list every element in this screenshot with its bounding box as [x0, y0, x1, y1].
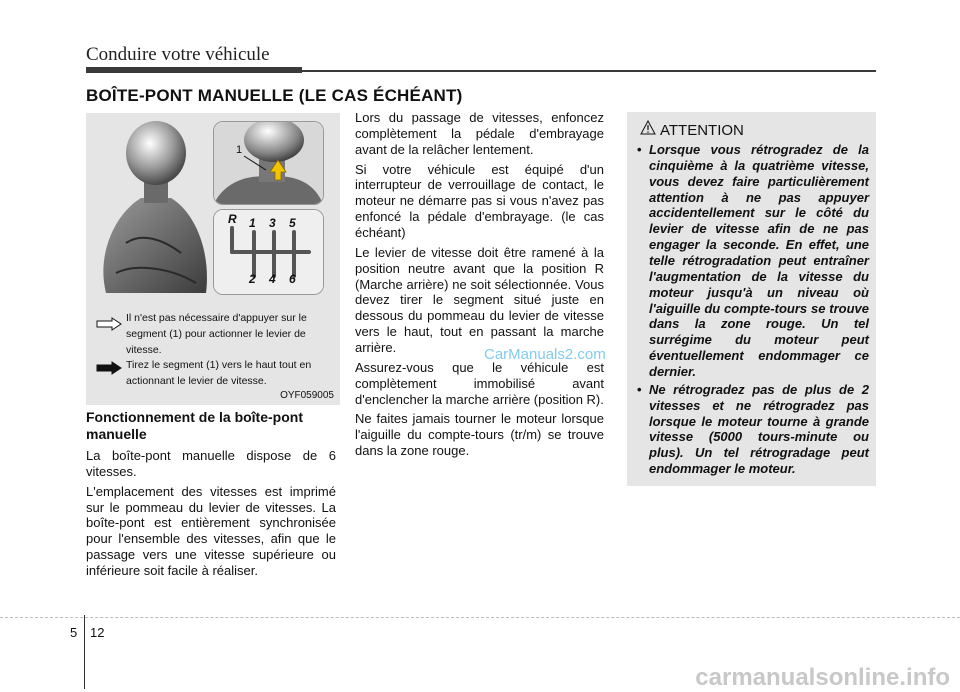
release-ring-inset: [213, 121, 324, 205]
column-2: [355, 110, 604, 463]
watermark: CarManuals2.com: [484, 346, 606, 363]
gear-label-r: R: [228, 212, 237, 226]
page-number: 12: [90, 625, 105, 640]
attention-box: [627, 112, 876, 486]
gear-label-1: 1: [249, 216, 256, 230]
column-1: [86, 448, 336, 583]
gear-label-4: 4: [269, 272, 276, 286]
attention-list: [635, 142, 869, 479]
paragraph: Si votre véhicule est équipé d'un interrupteur de verrouillage de contact, le moteur ne démarre pas si vous n'avez pas enfoncé la pédale d'embrayage. (le cas échéant): [355, 161, 604, 241]
callout-number: 1: [236, 144, 243, 156]
warning-triangle-icon: [640, 120, 656, 135]
gear-label-5: 5: [289, 216, 296, 230]
solid-arrow-icon: [96, 361, 122, 375]
gear-label-2: 2: [249, 272, 256, 286]
footer-rule: [0, 617, 960, 618]
chapter-title: Conduire votre véhicule: [86, 44, 270, 65]
section-title: BOÎTE-PONT MANUELLE (LE CAS ÉCHÉANT): [86, 86, 463, 105]
paragraph: L'emplacement des vitesses est imprimé sur le pommeau du levier de vitesses. La boîte-pont est entièrement synchronisée pour l'ensemble des vitesses, afin que le passage vers une vitesse supérieure ou inférieure soit facile à réaliser.: [86, 483, 336, 579]
gear-shift-figure: [86, 113, 340, 405]
site-credit: carmanualsonline.info: [695, 664, 950, 691]
attention-item: • Ne rétrogradez pas de plus de 2 vitesses et ne rétrogradez pas lorsque le moteur tourne à grande vitesse (5000 tours-minute ou plus). Un tel rétrogradage peut endommager le moteur.: [635, 382, 869, 477]
attention-title: ATTENTION: [660, 122, 744, 139]
paragraph: Le levier de vitesse doit être ramené à la position neutre avant que la position R (Marche arrière) ne soit sélectionnée. Vous devez tirer le segment situé juste en dessous du pommeau du levier de vitesse vers le haut, tout en passant la marche arrière.: [355, 244, 604, 356]
page-divider: [84, 615, 85, 689]
attention-item: • Lorsque vous rétrogradez de la cinquième à la quatrième vitesse, vous devez faire particulièrement attention à ne pas appuyer accidentellement sur le côté du levier de vitesse afin de ne pas engager la seconde. En effet, une telle rétrogradation peut entraîner l'augmentation de la vitesse du moteur jusqu'à un niveau où l'aiguille du compte-tours se trouve dans la zone rouge. Un tel surrégime du moteur peut éventuellement endommager ce dernier.: [635, 142, 869, 380]
header-rule: [302, 70, 876, 72]
paragraph: Lors du passage de vitesses, enfoncez complètement la pédale d'embrayage avant de la relâcher lentement.: [355, 110, 604, 157]
outline-arrow-icon: [96, 317, 122, 331]
note-no-press: Il n'est pas nécessaire d'appuyer sur le segment (1) pour actionner le levier de vitesse.: [126, 312, 307, 356]
paragraph: Ne faites jamais tourner le moteur lorsque l'aiguille du compte-tours (tr/m) se trouve dans la zone rouge.: [355, 411, 604, 459]
note-pull-up: Tirez le segment (1) vers le haut tout en actionnant le levier de vitesse.: [126, 359, 312, 387]
gear-lever-illustration: [86, 113, 216, 293]
chapter-number: 5: [70, 625, 78, 640]
figure-code: OYF059005: [280, 390, 334, 401]
figure-note: [126, 311, 336, 390]
gear-label-3: 3: [269, 216, 276, 230]
shift-pattern-inset: [213, 209, 324, 295]
paragraph: La boîte-pont manuelle dispose de 6 vitesses.: [86, 448, 336, 479]
gear-label-6: 6: [289, 272, 296, 286]
header-bar: [86, 67, 302, 73]
paragraph: Assurez-vous que le véhicule est complètement immobilisé avant d'enclencher la marche arrière (position R).: [355, 359, 604, 407]
subsection-title: Fonctionnement de la boîte-pont manuelle: [86, 409, 303, 442]
